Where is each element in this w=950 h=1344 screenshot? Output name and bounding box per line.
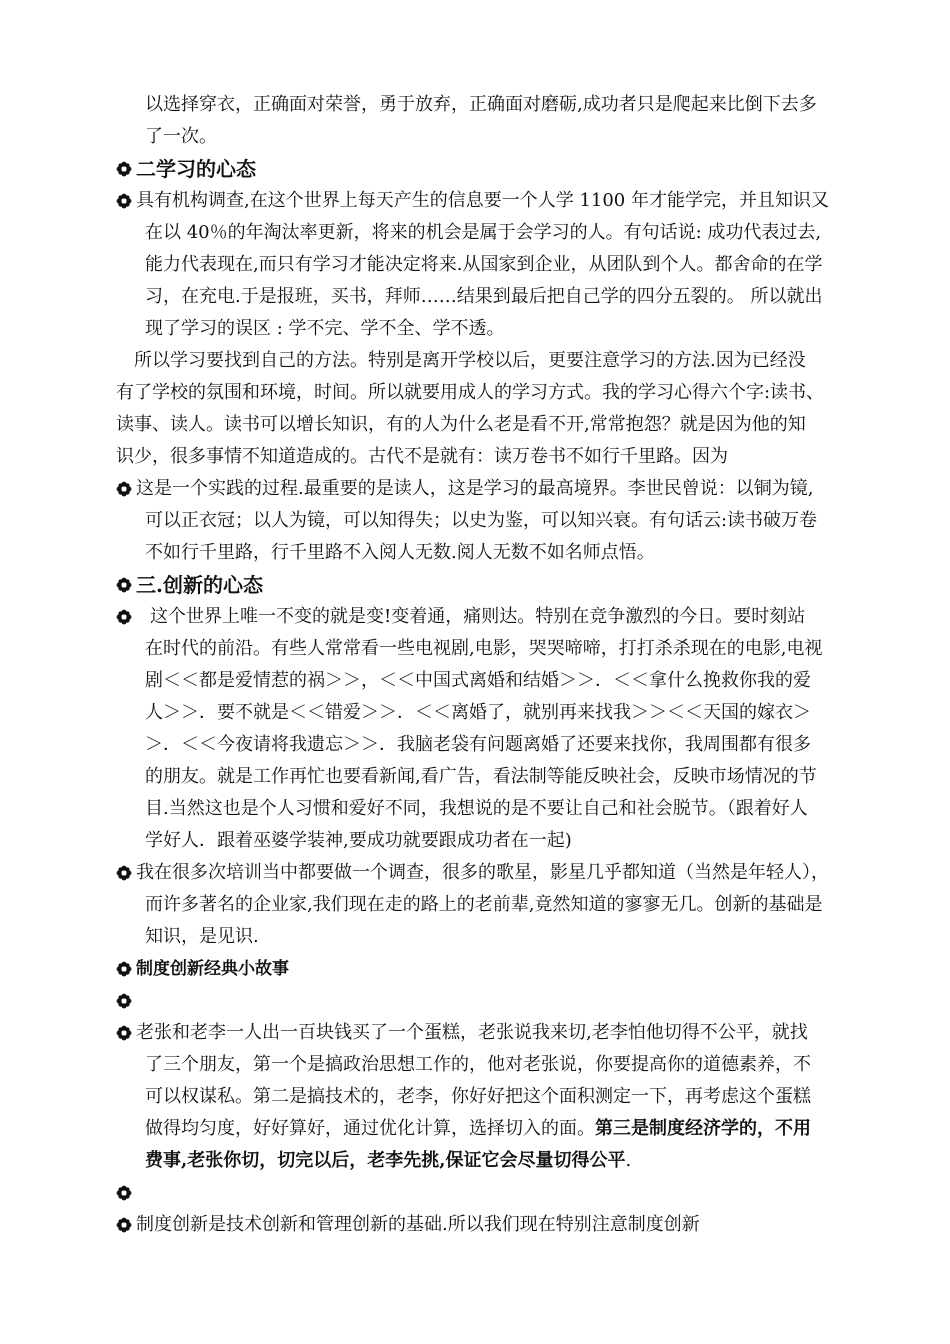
- flower-bullet-icon: [116, 993, 132, 1009]
- s3-p1-line-8: 学好人．跟着巫婆学装神,要成功就要跟成功者在一起): [145, 830, 572, 851]
- flower-bullet-icon: [116, 577, 132, 593]
- section-heading-innovation: 三.创新的心态: [136, 573, 263, 597]
- flower-bullet-icon: [116, 609, 132, 625]
- flower-bullet-icon: [116, 1217, 132, 1233]
- s2-p2-line-3: 读事、读人。读书可以增长知识，有的人为什么老是看不开,常常抱怨？就是因为他的知: [116, 414, 806, 435]
- flower-bullet-icon: [116, 193, 132, 209]
- story-title: 制度创新经典小故事: [136, 959, 289, 979]
- s3-p1-line-7: 目.当然这也是个人习惯和爱好不同，我想说的是不要让自己和社会脱节。（跟着好人: [145, 798, 808, 819]
- s3-p2-line-3: 知识，是见识.: [145, 926, 259, 947]
- s2-p3-line-1: 这是一个实践的过程.最重要的是读人，这是学习的最高境界。李世民曾说：以铜为镜,: [136, 478, 814, 499]
- s2-p1-line-5: 现了学习的误区 : 学不完、学不全、学不透。: [145, 318, 505, 339]
- intro-line-1: 以选择穿衣，正确面对荣誉，勇于放弃，正确面对磨砺,成功者只是爬起来比倒下去多: [145, 94, 817, 115]
- s3-p1-line-5: ＞．＜＜今夜请将我遗忘＞＞．我脑老袋有问题离婚了还要来找你，我周围都有很多: [145, 734, 811, 755]
- section-heading-learning: 二学习的心态: [136, 157, 256, 181]
- s2-p1-line-4: 习，在充电.于是报班，买书，拜师……结果到最后把自己学的四分五裂的。 所以就出: [145, 286, 823, 307]
- flower-bullet-icon: [116, 961, 132, 977]
- story-line-2: 了三个朋友，第一个是搞政治思想工作的，他对老张说，你要提高你的道德素养，不: [145, 1054, 811, 1075]
- story-line-4-text: 做得均匀度，好好算好，通过优化计算，选择切入的面。: [145, 1118, 595, 1139]
- flower-bullet-icon: [116, 865, 132, 881]
- story-bold-text-1: 第三是制度经济学的，不用: [595, 1118, 811, 1139]
- story-bold-text-2: 费事,老张你切，切完以后，老李先挑,保证它会尽量切得公平: [145, 1150, 626, 1171]
- s2-p1-line-2: 在以 40％的年淘汰率更新，将来的机会是属于会学习的人。有句话说: 成功代表过去,: [145, 222, 822, 243]
- s3-p2-line-2: 而许多著名的企业家,我们现在走的路上的老前辈,竟然知道的寥寥无几。创新的基础是: [145, 894, 823, 915]
- flower-bullet-icon: [116, 481, 132, 497]
- s3-p2-line-1: 我在很多次培训当中都要做一个调查，很多的歌星，影星几乎都知道（当然是年轻人），: [136, 862, 829, 883]
- last-line: 制度创新是技术创新和管理创新的基础.所以我们现在特别注意制度创新: [136, 1214, 700, 1235]
- story-line-1: 老张和老李一人出一百块钱买了一个蛋糕，老张说我来切,老李怕他切得不公平，就找: [136, 1022, 808, 1043]
- s3-p1-line-1: 这个世界上唯一不变的就是变!变着通，痛则达。特别在竞争激烈的今日。要时刻站: [150, 606, 806, 627]
- flower-bullet-icon: [116, 161, 132, 177]
- story-line-3: 可以权谋私。第二是搞技术的，老李，你好好把这个面积测定一下，再考虑这个蛋糕: [145, 1086, 811, 1107]
- s2-p3-line-3: 不如行千里路，行千里路不入阅人无数.阅人无数不如名师点悟。: [145, 542, 655, 563]
- s3-p1-line-4: 人＞＞．要不就是＜＜错爱＞＞．＜＜离婚了，就别再来找我＞＞＜＜天国的嫁衣＞: [145, 702, 811, 723]
- s3-p1-line-2: 在时代的前沿。有些人常常看一些电视剧,电影，哭哭啼啼，打打杀杀现在的电影,电视: [145, 638, 823, 659]
- intro-line-2: 了一次。: [145, 126, 217, 147]
- story-line-4: [145, 1117, 811, 1141]
- s2-p1-line-3: 能力代表现在,而只有学习才能决定将来.从国家到企业，从团队到个人。都舍命的在学: [145, 254, 823, 275]
- story-line-5: [145, 1149, 631, 1173]
- s2-p2-line-1: 所以学习要找到自己的方法。特别是离开学校以后，更要注意学习的方法.因为已经没: [134, 350, 806, 371]
- flower-bullet-icon: [116, 1025, 132, 1041]
- s2-p1-line-1: 具有机构调查,在这个世界上每天产生的信息要一个人学 1100 年才能学完，并且知识又: [136, 190, 829, 211]
- s3-p1-line-6: 的朋友。就是工作再忙也要看新闻,看广告，看法制等能反映社会，反映市场情况的节: [145, 766, 817, 787]
- flower-bullet-icon: [116, 1185, 132, 1201]
- s2-p2-line-4: 识少，很多事情不知道造成的。古代不是就有：读万卷书不如行千里路。因为: [116, 446, 728, 467]
- s2-p2-line-2: 有了学校的氛围和环境，时间。所以就要用成人的学习方式。我的学习心得六个字:读书、: [116, 382, 825, 403]
- s3-p1-line-3: 剧＜＜都是爱情惹的祸＞＞，＜＜中国式离婚和结婚＞＞．＜＜拿什么挽救你我的爱: [145, 670, 811, 691]
- s2-p3-line-2: 可以正衣冠；以人为镜，可以知得失；以史为鉴，可以知兴衰。有句话云:读书破万卷: [145, 510, 818, 531]
- story-end-punct: .: [625, 1150, 632, 1171]
